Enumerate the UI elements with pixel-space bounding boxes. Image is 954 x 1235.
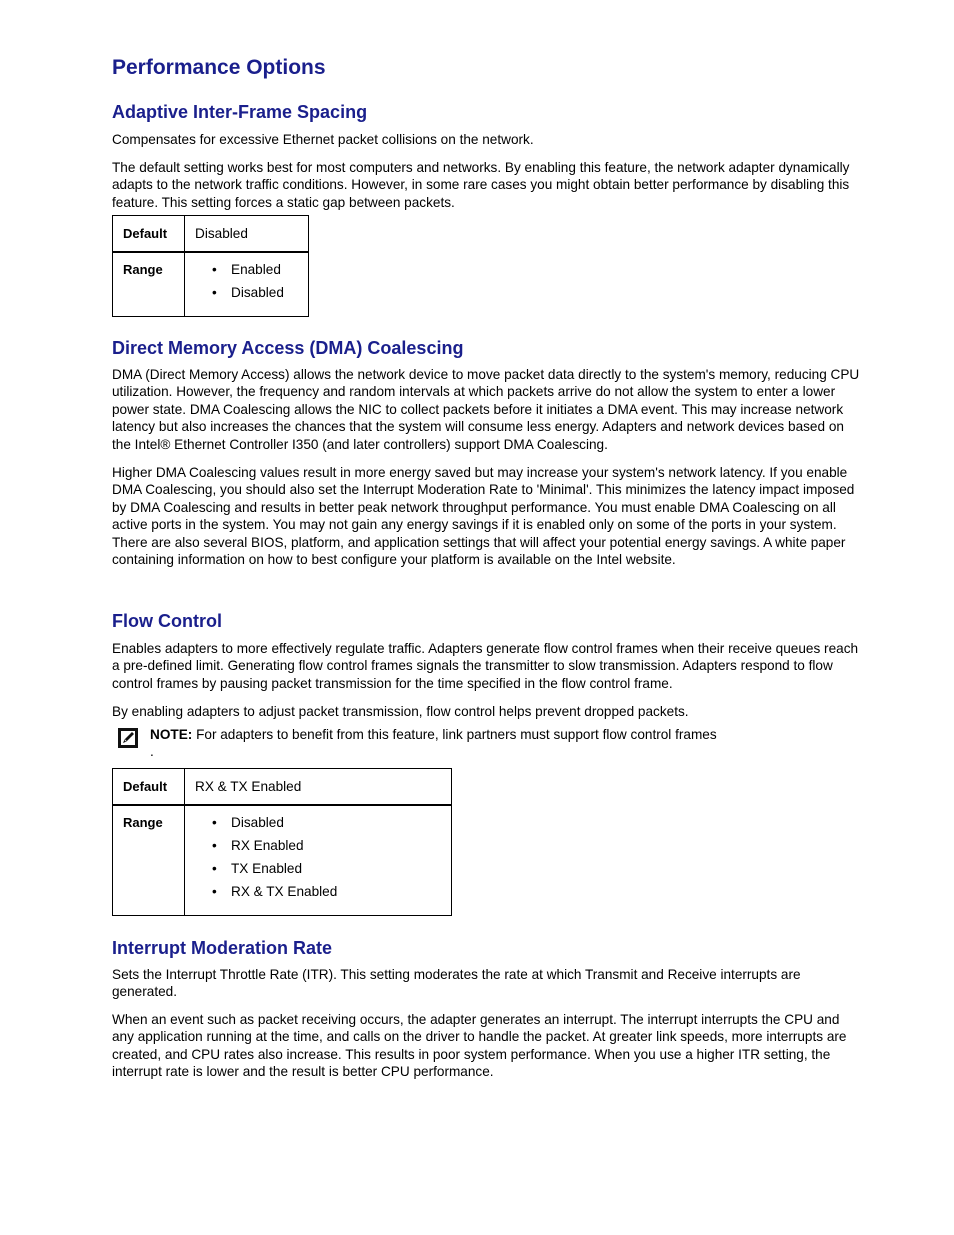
aifs-options-table [112, 215, 309, 317]
itr-paragraph-1: Sets the Interrupt Throttle Rate (ITR). This setting moderates the rate at which Transmit and Receive interrupts are generated. [112, 967, 801, 1000]
range-item: • Disabled [185, 811, 441, 834]
default-value: RX & TX Enabled [185, 769, 452, 805]
range-item: • RX Enabled [185, 834, 441, 857]
section-heading-dma: Direct Memory Access (DMA) Coalescing [112, 338, 464, 358]
range-list [185, 258, 298, 305]
section-heading-flow-control: Flow Control [112, 611, 222, 631]
dma-paragraph-1: DMA (Direct Memory Access) allows the network device to move packet data directly to the system's memory, reducing CPU utilization. However, the frequency and random intervals at which packets arrive do not allow the system to enter a lower power state. DMA Coalescing allows the NIC to collect packets before it initiates a DMA event. This may increase network latency but also increases the chances that the system will consume less energy. Adapters and network devices based on the Intel® Ethernet Controller I350 (and later controllers) support DMA Coalescing. [112, 367, 860, 452]
note-pencil-icon [118, 728, 138, 748]
page-title: Performance Options [112, 56, 326, 79]
dma-paragraph-2: Higher DMA Coalescing values result in more energy saved but may increase your system's network latency. If you enable DMA Coalescing, you should also set the Interrupt Moderation Rate to 'Minimal'. This minimizes the latency impact imposed by DMA Coalescing and results in better peak network throughput performance. You must enable DMA Coalescing on all active ports in the system. You may not gain any energy savings if it is enabled only on some of the ports in your system. There are also several BIOS, platform, and application settings that will affect your potential energy savings. A white paper containing information on how to best configure your platform is available on the Intel website. [112, 465, 855, 568]
itr-paragraph-2: When an event such as packet receiving occurs, the adapter generates an interrupt. The interrupt interrupts the CPU and any application running at the time, and calls on the driver to handle the packet. At greater link speeds, more interrupts are created, and CPU rates also increase. This results in poor system performance. When you use a higher ITR setting, the interrupt rate is lower and the result is better CPU performance. [112, 1012, 847, 1080]
range-list [185, 811, 441, 904]
aifs-paragraph-2: The default setting works best for most computers and networks. By enabling this feature, the network adapter dynamically adapts to the network traffic conditions. However, in some rare cases you might obtain better performance by disabling this feature. This setting forces a static gap between packets. [112, 160, 850, 210]
default-label: Default [113, 216, 185, 252]
flow-paragraph-1: Enables adapters to more effectively regulate traffic. Adapters generate flow control frames when their receive queues reach a pre-defined limit. Generating flow control frames signals the transmitter to slow transmission. Adapters respond to flow control frames by pausing packet transmission for the time specified in the flow control frame. [112, 641, 859, 691]
range-label: Range [113, 805, 185, 916]
default-label: Default [113, 769, 185, 805]
flow-options-table [112, 768, 452, 916]
aifs-paragraph-1: Compensates for excessive Ethernet packet collisions on the network. [112, 132, 534, 147]
range-label: Range [113, 252, 185, 317]
note-text-block [150, 726, 850, 761]
range-item: • Enabled [185, 258, 298, 282]
range-item: • Disabled [185, 281, 298, 305]
note-body: For adapters to benefit from this feature, link partners must support flow control frames [196, 727, 717, 742]
range-item: • TX Enabled [185, 857, 441, 880]
section-heading-itr: Interrupt Moderation Rate [112, 938, 333, 958]
flow-paragraph-2: By enabling adapters to adjust packet transmission, flow control helps prevent dropped packets. [112, 704, 689, 719]
note-tail: . [150, 744, 154, 760]
section-heading-aifs: Adaptive Inter-Frame Spacing [112, 102, 368, 122]
range-item: • RX & TX Enabled [185, 880, 441, 903]
note-label: NOTE: [150, 727, 193, 742]
default-value: Disabled [185, 216, 309, 252]
